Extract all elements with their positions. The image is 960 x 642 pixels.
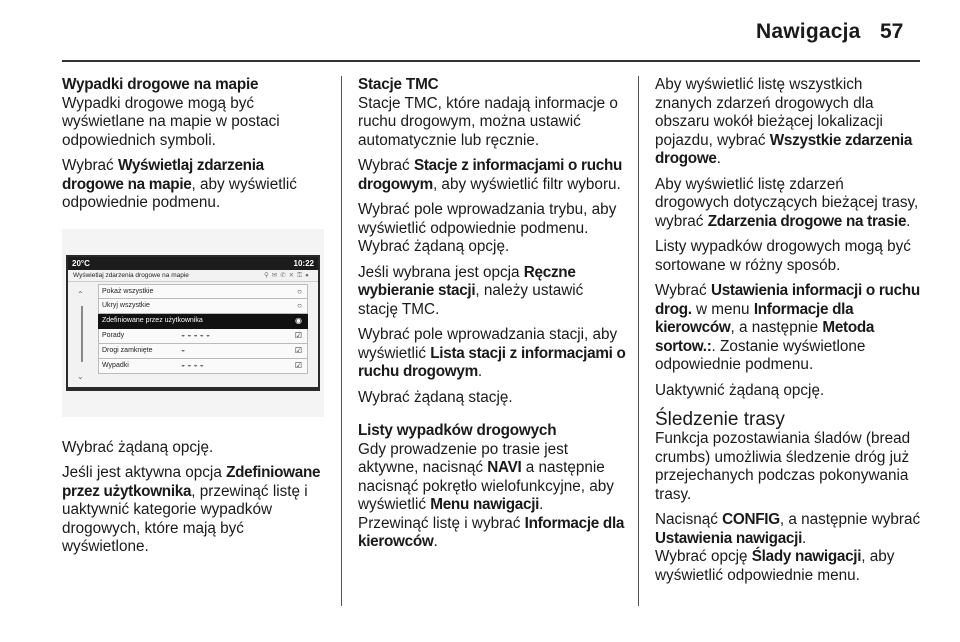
text: Aby wyświetlić listę zdarzeń drogowych dotyczących bieżącej trasy, wybrać: [655, 175, 919, 230]
screen-subtitle-text: Wyświetlaj zdarzenia drogowe na mapie: [73, 271, 189, 279]
paragraph: Stacje TMC, które nadają informacje o ruchu drogowym, można ustawić automatycznie lub ręcznie.: [358, 94, 618, 149]
option-label: Porady: [102, 331, 125, 339]
column-3: [655, 76, 921, 592]
paragraph: Funkcja pozostawiania śladów (bread crumbs) umożliwia śledzenie dróg już przejechanych podczas pokonywania trasy.: [655, 430, 911, 503]
column-1: [62, 76, 324, 564]
option-label: Drogi zamknięte: [102, 346, 153, 354]
paragraph: Uaktywnić żądaną opcję.: [655, 381, 825, 399]
paragraph: [358, 326, 626, 382]
text: Wybrać: [62, 157, 118, 174]
screen-option-row[interactable]: [98, 344, 308, 359]
traffic-sign-icons: ◒: [181, 346, 188, 354]
paragraph: Wypadki drogowe mogą być wyświetlane na mapie w postaci odpowiednich symboli.: [62, 94, 280, 149]
radio-selected-icon: ◉: [295, 315, 302, 325]
text: Wybrać: [655, 282, 711, 299]
paragraph: [358, 157, 626, 194]
text: w menu: [691, 300, 754, 318]
text: Gdy prowadzenie po trasie jest aktywne, nacisnąć: [358, 440, 569, 476]
scroll-up-icon[interactable]: ⌃: [77, 289, 84, 299]
traffic-sign-icons: ◒◒◒◒: [181, 361, 206, 369]
text: , przewinąć listę i uaktywnić kategorie wypadków drogowych, które mają być wyświetlone.: [62, 482, 308, 555]
screen-option-row[interactable]: [98, 329, 308, 344]
paragraph: [655, 76, 921, 169]
menu-option-name: Wyświetlaj zdarzenia drogowe na mapie: [62, 157, 264, 193]
screen-option-row[interactable]: [98, 359, 308, 374]
menu-option-name: Lista stacji z informacjami o ruchu drogowym: [358, 344, 626, 380]
infotainment-screen: [66, 255, 320, 391]
text: .: [539, 496, 544, 513]
button-name: NAVI: [487, 459, 522, 476]
screen-subtitle: [68, 270, 318, 282]
text: . Zostanie wyświetlone odpowiednie podmenu.: [655, 337, 866, 373]
paragraph: [655, 282, 921, 375]
section-heading-incident-lists: Listy wypadków drogowych: [358, 422, 557, 439]
screen-option-row[interactable]: [98, 284, 308, 299]
option-label: Ukryj wszystkie: [102, 301, 150, 309]
menu-option-name: Stacje z informacjami o ruchu drogowym: [358, 157, 623, 193]
menu-option-name: Menu nawigacji: [430, 496, 540, 513]
checkbox-icon: ☑: [294, 345, 302, 355]
clock-readout: 10:22: [293, 258, 314, 268]
text: Wybrać pole wprowadzania stacji, aby wyświetlić: [358, 326, 618, 362]
paragraph: Wybrać żądaną stację.: [358, 388, 513, 406]
menu-option-name: Wszystkie zdarzenia drogowe: [655, 131, 913, 167]
menu-option-name: Informacje dla kierowców: [358, 514, 625, 550]
column-separator-2: [638, 76, 639, 606]
paragraph: [655, 511, 921, 548]
text: .: [802, 529, 807, 547]
text: .: [433, 533, 438, 550]
paragraph: [358, 515, 626, 552]
temperature-readout: 20°C: [72, 258, 90, 268]
screen-body: [68, 270, 318, 387]
text: , a następnie: [730, 319, 823, 336]
text: Wybrać: [358, 157, 414, 174]
text: , aby wyświetlić odpowiednie podmenu.: [62, 175, 297, 211]
menu-option-name: Metoda sortow.:: [655, 319, 875, 355]
text: Nacisnąć: [655, 511, 723, 528]
menu-option-name: Zdefiniowane przez użytkownika: [62, 464, 321, 500]
checkbox-icon: ☑: [294, 360, 302, 370]
page-header-title: Nawigacja: [756, 20, 861, 43]
text: .: [477, 363, 483, 380]
column-separator-1: [341, 76, 342, 606]
status-icons: ⚲✉✆✕⚿●: [264, 271, 312, 279]
screen-option-row[interactable]: [98, 299, 308, 314]
paragraph: Wybrać pole wprowadzania trybu, aby wyświetlić odpowiednie podmenu. Wybrać żądaną opcję.: [358, 201, 617, 255]
menu-option-name: Ślady nawigacji: [751, 548, 862, 565]
radio-icon: ○: [297, 286, 302, 296]
scrollbar[interactable]: [81, 306, 83, 362]
text: Wybrać opcję: [655, 548, 752, 565]
text: , aby wyświetlić odpowiednie menu.: [655, 548, 895, 584]
option-label: Pokaż wszystkie: [102, 287, 154, 295]
page-number: 57: [880, 20, 904, 43]
scroll-down-icon[interactable]: ⌄: [77, 371, 84, 381]
menu-option-name: Ręczne wybieranie stacji: [358, 263, 576, 299]
text: .: [906, 212, 911, 230]
text: Aby wyświetlić listę wszystkich znanych zdarzeń drogowych dla obszaru wokół bieżącej lokalizacji pojazdu, wybrać: [655, 76, 883, 149]
screen-option-row-selected[interactable]: [98, 314, 308, 329]
text: , aby wyświetlić filtr wyboru.: [432, 175, 621, 193]
screenshot-figure: [62, 229, 324, 417]
section-heading-map-incidents: Wypadki drogowe na mapie: [62, 76, 259, 93]
text: Jeśli wybrana jest opcja: [358, 263, 524, 281]
option-label: Wypadki: [102, 361, 129, 369]
paragraph: [62, 157, 324, 213]
column-2: [358, 76, 626, 559]
paragraph: Listy wypadków drogowych mogą być sortowane w różny sposób.: [655, 238, 911, 274]
button-name: CONFIG: [722, 511, 780, 528]
screen-status-bar: [68, 257, 318, 270]
section-heading-route-tracking: Śledzenie trasy: [655, 409, 785, 430]
text: , a następnie wybrać: [779, 511, 921, 528]
text: , należy ustawić stację TMC.: [358, 282, 584, 318]
menu-option-name: Ustawienia nawigacji: [655, 529, 803, 547]
paragraph: [358, 264, 626, 320]
paragraph: [655, 176, 921, 232]
section-heading-tmc-stations: Stacje TMC: [358, 76, 439, 93]
checkbox-icon: ☑: [294, 330, 302, 340]
option-label: Zdefiniowane przez użytkownika: [102, 316, 203, 324]
text: a następnie nacisnąć pokrętło wielofunkcyjne, aby wyświetlić: [358, 459, 614, 513]
paragraph: [62, 464, 324, 557]
text: .: [716, 150, 721, 167]
screen-option-list: [98, 284, 308, 374]
menu-option-name: Informacje dla kierowców: [655, 300, 854, 336]
header-rule: [62, 60, 920, 62]
radio-icon: ○: [297, 300, 302, 310]
traffic-sign-icons: ◒◒◒◒◒: [181, 331, 213, 339]
paragraph: [358, 441, 626, 515]
text: Przewinąć listę i wybrać: [358, 514, 525, 532]
menu-option-name: Ustawienia informacji o ruchu drog.: [655, 282, 920, 318]
text: Jeśli jest aktywna opcja: [62, 464, 227, 481]
menu-option-name: Zdarzenia drogowe na trasie: [707, 212, 907, 230]
paragraph: Wybrać żądaną opcję.: [62, 438, 214, 456]
paragraph: [655, 548, 921, 585]
